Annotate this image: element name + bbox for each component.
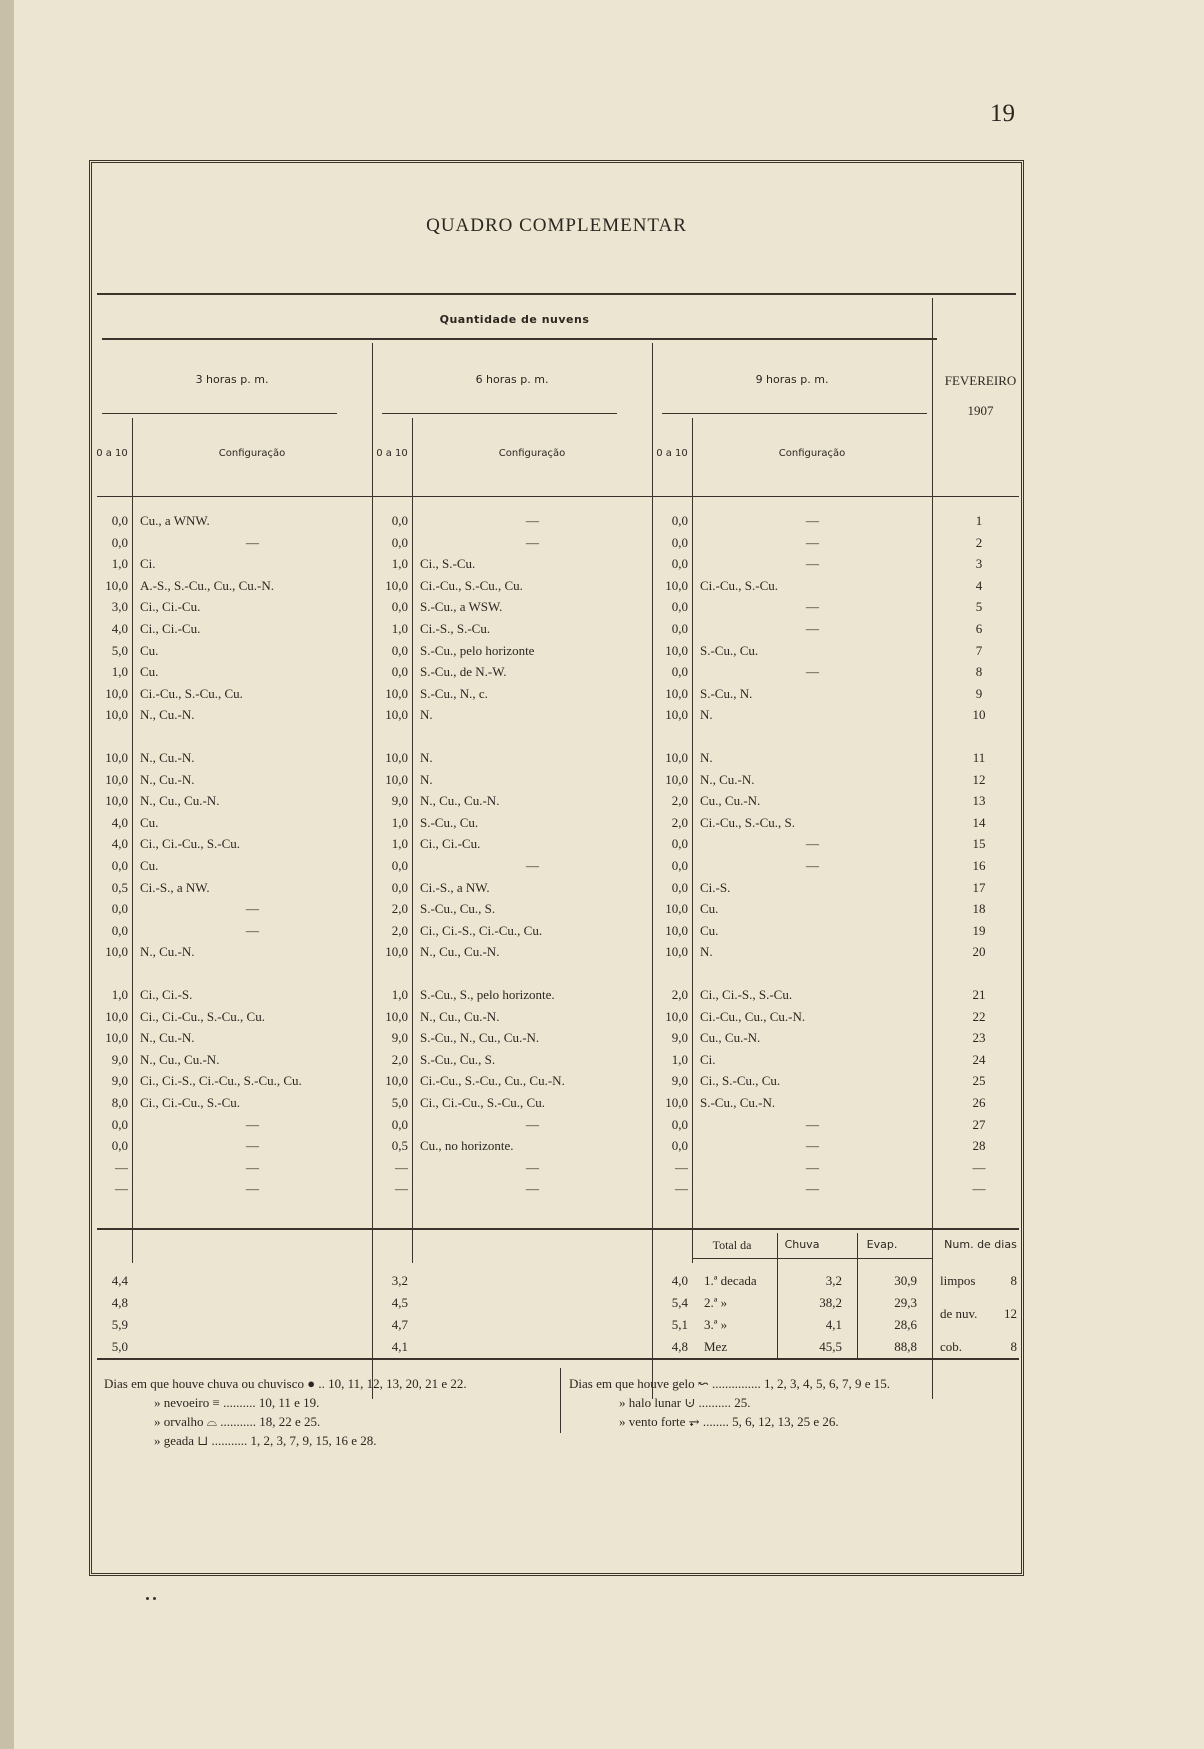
summary-period: 1.ª decada xyxy=(704,1273,757,1288)
config-9pm: — xyxy=(806,858,819,873)
year-label: 1907 xyxy=(967,403,994,418)
cloud-6pm: 9,0 xyxy=(391,793,408,809)
config-9pm: S.-Cu., Cu. xyxy=(700,642,759,658)
summary-9pm: 5,4 xyxy=(671,1295,688,1310)
config-6pm: — xyxy=(526,1181,539,1197)
config-9pm: Cu., Cu.-N. xyxy=(700,1030,761,1046)
cloud-3pm: 1,0 xyxy=(111,664,128,680)
summary-6pm: 4,1 xyxy=(391,1339,408,1354)
time-rule xyxy=(662,413,927,414)
cloud-6pm: 0,0 xyxy=(391,599,408,615)
config-9pm: Ci., S.-Cu., Cu. xyxy=(700,1073,781,1089)
config-6pm: S.-Cu., Cu., S. xyxy=(420,901,496,917)
cloud-3pm: 9,0 xyxy=(111,1073,128,1089)
config-6pm: S.-Cu., de N.-W. xyxy=(420,664,507,680)
cloud-6pm: 0,0 xyxy=(391,858,408,873)
legend-rain: Dias em que houve chuva ou chuvisco ● .. 10, 11, 12, 13, 20, 21 e 22. xyxy=(104,1376,467,1391)
cloud-9pm: 9,0 xyxy=(671,1073,688,1089)
cloud-3pm: 4,0 xyxy=(111,621,128,636)
summary-divider xyxy=(777,1233,778,1358)
cloud-3pm: 10,0 xyxy=(105,1030,128,1046)
cloud-6pm: 1,0 xyxy=(391,836,408,852)
config-9pm: Ci.-Cu., S.-Cu., S. xyxy=(700,814,795,830)
days-clear-label: limpos xyxy=(940,1273,976,1288)
cloud-6pm: 1,0 xyxy=(391,814,408,830)
config-3pm: — xyxy=(246,534,259,550)
config-9pm: Ci. xyxy=(700,1051,716,1067)
cloud-6pm: 2,0 xyxy=(391,901,408,917)
config-3pm: Ci., Ci.-Cu. xyxy=(140,621,201,636)
cloud-9pm: 0,0 xyxy=(671,1116,688,1132)
summary-rain: 3,2 xyxy=(825,1273,842,1288)
cloud-9pm: 10,0 xyxy=(665,901,688,917)
legend-divider xyxy=(560,1368,561,1433)
summary-evap: 30,9 xyxy=(894,1273,917,1288)
cloud-3pm: 4,0 xyxy=(111,836,128,852)
cloud-6pm: 2,0 xyxy=(391,1051,408,1067)
cloud-6pm: 5,0 xyxy=(391,1095,408,1110)
day-number: — xyxy=(972,1181,986,1197)
config-9pm: — xyxy=(806,1138,819,1154)
day-number: 27 xyxy=(972,1116,986,1132)
config-9pm: Ci.-Cu., Cu., Cu.-N. xyxy=(700,1008,806,1024)
day-number: 17 xyxy=(972,879,986,895)
days-clear-count: 8 xyxy=(1010,1273,1017,1288)
config-3pm: Ci., Ci.-S., Ci.-Cu., S.-Cu., Cu. xyxy=(140,1073,302,1089)
day-number: 8 xyxy=(975,664,983,680)
title-rule xyxy=(97,293,1016,295)
summary-divider xyxy=(857,1233,858,1358)
config-9pm: — xyxy=(806,836,819,852)
cloud-6pm: 10,0 xyxy=(385,577,408,593)
config-9pm: N. xyxy=(700,750,713,765)
config-6pm: Ci.-Cu., S.-Cu., Cu., Cu.-N. xyxy=(420,1073,565,1089)
page-mark xyxy=(146,1597,149,1600)
config-6pm: — xyxy=(526,1159,539,1175)
cloud-9pm: 10,0 xyxy=(665,577,688,593)
cloud-3pm: 9,0 xyxy=(111,1051,128,1067)
config-6pm: Ci., Ci.-Cu. xyxy=(420,836,481,852)
cloud-6pm: 1,0 xyxy=(391,987,408,1002)
col-divider xyxy=(132,418,133,1263)
config-3pm: — xyxy=(246,1181,259,1197)
cloud-9pm: 10,0 xyxy=(665,642,688,658)
cloud-9pm: 0,0 xyxy=(671,836,688,852)
config-3pm: A.-S., S.-Cu., Cu., Cu.-N. xyxy=(140,577,274,593)
days-overcast-count: 8 xyxy=(1010,1339,1017,1354)
cloud-9pm: 0,0 xyxy=(671,1138,688,1154)
config-6pm: N. xyxy=(420,771,433,787)
cloud-9pm: 0,0 xyxy=(671,664,688,680)
cloud-9pm: 2,0 xyxy=(671,793,688,809)
config-3pm: Cu. xyxy=(140,664,159,680)
config-9pm: — xyxy=(806,1159,819,1175)
config-6pm: Ci.-S., a NW. xyxy=(420,879,490,895)
config-9pm: Cu. xyxy=(700,922,719,938)
day-number: 3 xyxy=(975,556,983,572)
cloud-6pm: 0,0 xyxy=(391,879,408,895)
page-binding xyxy=(0,0,14,1749)
config-9pm: Cu. xyxy=(700,901,719,917)
config-6pm: Ci., Ci.-S., Ci.-Cu., Cu. xyxy=(420,922,543,938)
cloud-9pm: 0,0 xyxy=(671,599,688,615)
day-number: 22 xyxy=(972,1008,986,1024)
group-rule xyxy=(102,338,937,340)
summary-rain: 38,2 xyxy=(819,1295,842,1310)
cloud-6pm: 10,0 xyxy=(385,771,408,787)
cloud-6pm: 10,0 xyxy=(385,707,408,723)
config-3pm: Ci., Ci.-Cu., S.-Cu. xyxy=(140,836,241,852)
cloud-9pm: 10,0 xyxy=(665,685,688,701)
legend-strong-wind: » vento forte ⥅ ........ 5, 6, 12, 13, 25 e 26. xyxy=(619,1414,839,1429)
cloud-3pm: 10,0 xyxy=(105,577,128,593)
cloud-6pm: 0,0 xyxy=(391,534,408,550)
cloud-9pm: 10,0 xyxy=(665,944,688,960)
cloud-6pm: 0,0 xyxy=(391,513,408,528)
day-number: 14 xyxy=(972,814,986,830)
cloud-6pm: 10,0 xyxy=(385,1073,408,1089)
page-mark xyxy=(153,1597,156,1600)
cloud-9pm: 10,0 xyxy=(665,771,688,787)
cloud-6pm: 10,0 xyxy=(385,1008,408,1024)
config-9pm: N., Cu.-N. xyxy=(700,771,755,787)
cloud-3pm: 4,0 xyxy=(111,814,128,830)
config-3pm: — xyxy=(246,1159,259,1175)
cloud-3pm: 10,0 xyxy=(105,750,128,765)
cloud-9pm: 10,0 xyxy=(665,1095,688,1110)
config-3pm: Ci., Ci.-Cu., S.-Cu., Cu. xyxy=(140,1008,265,1024)
config-9pm: N. xyxy=(700,707,713,723)
cloud-3pm: 0,0 xyxy=(111,1138,128,1154)
config-9pm: — xyxy=(806,1181,819,1197)
config-6pm: Ci., Ci.-Cu., S.-Cu., Cu. xyxy=(420,1095,545,1110)
cloud-amount-header: Quantidade de nuvens xyxy=(439,313,590,326)
config-6pm: Ci.-S., S.-Cu. xyxy=(420,621,491,636)
cloud-9pm: 10,0 xyxy=(665,750,688,765)
cloud-9pm: 10,0 xyxy=(665,922,688,938)
day-number: 5 xyxy=(975,599,983,615)
cloud-3pm: 1,0 xyxy=(111,987,128,1002)
config-3pm: — xyxy=(246,1116,259,1132)
cloud-9pm: 0,0 xyxy=(671,513,688,528)
summary-3pm: 4,4 xyxy=(111,1273,128,1288)
cloud-3pm: 10,0 xyxy=(105,707,128,723)
config-3pm: N., Cu.-N. xyxy=(140,1030,195,1046)
cloud-3pm: — xyxy=(115,1159,128,1175)
config-3pm: — xyxy=(246,1138,259,1154)
cloud-9pm: 10,0 xyxy=(665,1008,688,1024)
cloud-3pm: 0,5 xyxy=(111,879,128,895)
config-header-3: Configuração xyxy=(218,448,286,459)
config-3pm: Ci., Ci.-Cu., S.-Cu. xyxy=(140,1095,241,1110)
summary-period: 3.ª » xyxy=(704,1317,728,1332)
day-number: 7 xyxy=(975,642,983,658)
cloud-3pm: 0,0 xyxy=(111,901,128,917)
config-6pm: S.-Cu., N., c. xyxy=(420,685,488,701)
day-number: 11 xyxy=(972,750,986,765)
config-9pm: — xyxy=(806,513,819,528)
scale-header-6: 0 a 10 xyxy=(376,448,408,459)
scale-header-3: 0 a 10 xyxy=(96,448,128,459)
config-3pm: Ci.-S., a NW. xyxy=(140,879,210,895)
config-3pm: — xyxy=(246,922,259,938)
config-3pm: Ci. xyxy=(140,556,156,572)
legend-fog: » nevoeiro ≡ .......... 10, 11 e 19. xyxy=(154,1395,320,1410)
cloud-6pm: 0,0 xyxy=(391,664,408,680)
config-3pm: N., Cu., Cu.-N. xyxy=(140,1051,220,1067)
cloud-6pm: 10,0 xyxy=(385,685,408,701)
cloud-6pm: 0,0 xyxy=(391,642,408,658)
config-6pm: N., Cu., Cu.-N. xyxy=(420,1008,500,1024)
day-number: 9 xyxy=(975,685,983,701)
day-number: 13 xyxy=(972,793,986,809)
summary-rule xyxy=(692,1258,932,1259)
summary-3pm: 5,9 xyxy=(111,1317,128,1332)
config-9pm: S.-Cu., Cu.-N. xyxy=(700,1095,776,1110)
cloud-9pm: 0,0 xyxy=(671,621,688,636)
config-6pm: S.-Cu., Cu. xyxy=(420,814,479,830)
config-3pm: Cu. xyxy=(140,858,159,873)
day-number: 2 xyxy=(975,534,983,550)
cloud-9pm: — xyxy=(675,1159,688,1175)
cloud-6pm: 10,0 xyxy=(385,944,408,960)
config-3pm: N., Cu.-N. xyxy=(140,750,195,765)
days-overcast-label: cob. xyxy=(940,1339,963,1354)
config-6pm: — xyxy=(526,513,539,528)
time-3pm: 3 horas p. m. xyxy=(195,373,269,386)
time-rule xyxy=(102,413,337,414)
cloud-3pm: 10,0 xyxy=(105,771,128,787)
day-number: 18 xyxy=(972,901,986,917)
cloud-3pm: 0,0 xyxy=(111,513,128,528)
config-3pm: Cu. xyxy=(140,642,159,658)
cloud-6pm: 9,0 xyxy=(391,1030,408,1046)
days-cloudy-label: de nuv. xyxy=(940,1306,978,1321)
cloud-3pm: 10,0 xyxy=(105,1008,128,1024)
day-number: 10 xyxy=(972,707,986,723)
legend-top-rule xyxy=(97,1358,1019,1360)
legend-frost: » geada ⊔ ........... 1, 2, 3, 7, 9, 15, 16 e 28. xyxy=(154,1433,377,1448)
day-number: 19 xyxy=(972,922,986,938)
cloud-6pm: 0,5 xyxy=(391,1138,408,1154)
summary-6pm: 4,7 xyxy=(391,1317,408,1332)
cloud-3pm: 10,0 xyxy=(105,793,128,809)
header-bottom-rule xyxy=(97,496,1019,497)
cloud-9pm: 0,0 xyxy=(671,858,688,873)
legend-dew: » orvalho ⌓ ........... 18, 22 e 25. xyxy=(154,1414,321,1429)
summary-rain: 4,1 xyxy=(825,1317,842,1332)
cloud-9pm: 10,0 xyxy=(665,707,688,723)
table-title: QUADRO COMPLEMENTAR xyxy=(426,215,687,236)
cloud-3pm: 8,0 xyxy=(111,1095,128,1110)
config-9pm: Ci.-Cu., S.-Cu. xyxy=(700,577,779,593)
cloud-9pm: 0,0 xyxy=(671,879,688,895)
config-9pm: — xyxy=(806,534,819,550)
day-number: 15 xyxy=(972,836,986,852)
config-9pm: Ci., Ci.-S., S.-Cu. xyxy=(700,987,793,1002)
cloud-3pm: 10,0 xyxy=(105,685,128,701)
day-number: 1 xyxy=(975,513,983,528)
day-number: 12 xyxy=(972,771,986,787)
config-6pm: N., Cu., Cu.-N. xyxy=(420,944,500,960)
cloud-9pm: 0,0 xyxy=(671,556,688,572)
day-number: 28 xyxy=(972,1138,986,1154)
summary-evap: 28,6 xyxy=(894,1317,917,1332)
config-9pm: — xyxy=(806,556,819,572)
cloud-3pm: 3,0 xyxy=(111,599,128,615)
config-9pm: — xyxy=(806,621,819,636)
cloud-3pm: 0,0 xyxy=(111,534,128,550)
summary-period: Mez xyxy=(704,1339,728,1354)
config-6pm: — xyxy=(526,534,539,550)
cloud-3pm: 0,0 xyxy=(111,858,128,873)
cloud-9pm: 1,0 xyxy=(671,1051,688,1067)
config-9pm: — xyxy=(806,664,819,680)
summary-top-rule xyxy=(97,1228,1019,1230)
cloud-3pm: 10,0 xyxy=(105,944,128,960)
config-6pm: S.-Cu., S., pelo horizonte. xyxy=(420,987,555,1002)
cloud-6pm: 10,0 xyxy=(385,750,408,765)
config-9pm: N. xyxy=(700,944,713,960)
day-number: 16 xyxy=(972,858,986,873)
summary-6pm: 3,2 xyxy=(391,1273,408,1288)
cloud-3pm: 5,0 xyxy=(111,642,128,658)
day-number: 21 xyxy=(972,987,986,1002)
col-divider xyxy=(412,418,413,1263)
cloud-3pm: 0,0 xyxy=(111,1116,128,1132)
summary-3pm: 4,8 xyxy=(111,1295,128,1310)
config-3pm: N., Cu.-N. xyxy=(140,944,195,960)
day-number: 20 xyxy=(972,944,986,960)
cloud-3pm: — xyxy=(115,1181,128,1197)
summary-3pm: 5,0 xyxy=(111,1339,128,1354)
page-number: 19 xyxy=(990,100,1015,127)
cloud-9pm: 2,0 xyxy=(671,987,688,1002)
time-rule xyxy=(382,413,617,414)
day-number: 24 xyxy=(972,1051,986,1067)
day-number: 6 xyxy=(975,621,983,636)
config-3pm: Cu., a WNW. xyxy=(140,513,210,528)
summary-evap: 88,8 xyxy=(894,1339,917,1354)
config-3pm: N., Cu.-N. xyxy=(140,707,195,723)
chuva-label: Chuva xyxy=(784,1238,820,1251)
scale-header-9: 0 a 10 xyxy=(656,448,688,459)
config-6pm: S.-Cu., N., Cu., Cu.-N. xyxy=(420,1030,540,1046)
summary-9pm: 4,8 xyxy=(671,1339,688,1354)
legend-ice: Dias em que houve gelo ↜ ............... 1, 2, 3, 4, 5, 6, 7, 9 e 15. xyxy=(569,1376,891,1391)
col-divider xyxy=(692,418,693,1263)
day-number: 23 xyxy=(972,1030,986,1046)
cloud-6pm: 2,0 xyxy=(391,922,408,938)
config-3pm: — xyxy=(246,901,259,917)
cloud-6pm: 1,0 xyxy=(391,621,408,636)
config-9pm: Cu., Cu.-N. xyxy=(700,793,761,809)
config-6pm: N. xyxy=(420,707,433,723)
num-dias-label: Num. de dias xyxy=(944,1238,1017,1251)
config-6pm: S.-Cu., Cu., S. xyxy=(420,1051,496,1067)
config-3pm: Ci., Ci.-S. xyxy=(140,987,193,1002)
cloud-9pm: — xyxy=(675,1181,688,1197)
day-number: 25 xyxy=(972,1073,986,1089)
summary-9pm: 4,0 xyxy=(671,1273,688,1288)
summary-rain: 45,5 xyxy=(819,1339,842,1354)
config-6pm: Cu., no horizonte. xyxy=(420,1138,514,1154)
day-number: — xyxy=(972,1159,986,1175)
summary-6pm: 4,5 xyxy=(391,1295,408,1310)
config-6pm: — xyxy=(526,858,539,873)
config-3pm: Ci., Ci.-Cu. xyxy=(140,599,201,615)
config-9pm: — xyxy=(806,1116,819,1132)
config-6pm: S.-Cu., pelo horizonte xyxy=(420,642,535,658)
config-9pm: Ci.-S. xyxy=(700,879,731,895)
days-cloudy-count: 12 xyxy=(1004,1306,1017,1321)
config-6pm: N., Cu., Cu.-N. xyxy=(420,793,500,809)
config-6pm: S.-Cu., a WSW. xyxy=(420,599,503,615)
col-divider xyxy=(932,298,933,1399)
summary-evap: 29,3 xyxy=(894,1295,917,1310)
config-3pm: N., Cu.-N. xyxy=(140,771,195,787)
cloud-9pm: 9,0 xyxy=(671,1030,688,1046)
time-6pm: 6 horas p. m. xyxy=(475,373,549,386)
summary-9pm: 5,1 xyxy=(671,1317,688,1332)
config-6pm: Ci., S.-Cu. xyxy=(420,556,476,572)
config-3pm: Cu. xyxy=(140,814,159,830)
cloud-9pm: 2,0 xyxy=(671,814,688,830)
cloud-6pm: 1,0 xyxy=(391,556,408,572)
month-label: FEVEREIRO xyxy=(944,373,1017,388)
cloud-6pm: — xyxy=(395,1181,408,1197)
legend-lunar-halo: » halo lunar ⊍ .......... 25. xyxy=(619,1395,751,1410)
config-9pm: S.-Cu., N. xyxy=(700,685,753,701)
day-number: 4 xyxy=(975,577,983,593)
config-header-6: Configuração xyxy=(498,448,566,459)
config-3pm: N., Cu., Cu.-N. xyxy=(140,793,220,809)
config-6pm: N. xyxy=(420,750,433,765)
table-frame xyxy=(89,160,1024,1576)
config-header-9: Configuração xyxy=(778,448,846,459)
summary-period: 2.ª » xyxy=(704,1295,728,1310)
day-number: 26 xyxy=(972,1095,986,1110)
config-6pm: — xyxy=(526,1116,539,1132)
cloud-6pm: — xyxy=(395,1159,408,1175)
config-9pm: — xyxy=(806,599,819,615)
config-3pm: Ci.-Cu., S.-Cu., Cu. xyxy=(140,685,243,701)
cloud-3pm: 0,0 xyxy=(111,922,128,938)
config-6pm: Ci.-Cu., S.-Cu., Cu. xyxy=(420,577,523,593)
cloud-6pm: 0,0 xyxy=(391,1116,408,1132)
time-9pm: 9 horas p. m. xyxy=(755,373,829,386)
cloud-3pm: 1,0 xyxy=(111,556,128,572)
cloud-9pm: 0,0 xyxy=(671,534,688,550)
evap-label: Evap. xyxy=(866,1238,898,1251)
total-label: Total da xyxy=(712,1238,752,1252)
